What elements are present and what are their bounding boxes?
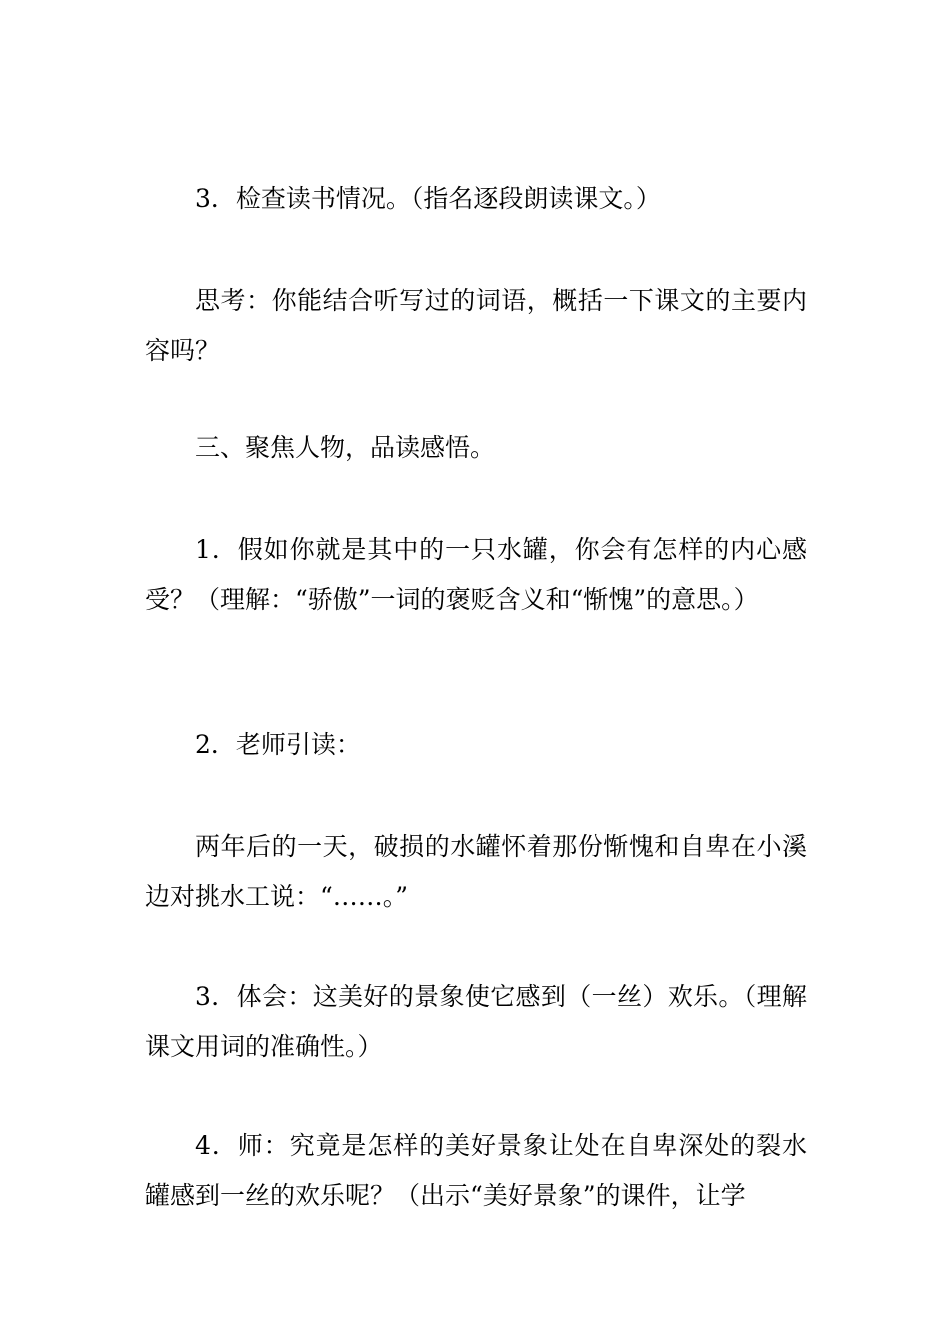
paragraph-check-reading: 3．检查读书情况。（指名逐段朗读课文。） xyxy=(195,184,661,213)
paragraph-water-jar-feelings: 1．假如你就是其中的一只水罐，你会有怎样的内心感受？（理解：“骄傲”一词的褒贬含义和“惭愧”的意思。） xyxy=(145,535,807,614)
section-heading-focus-characters: 三、聚焦人物，品读感悟。 xyxy=(195,433,496,462)
paragraph-teacher-guided-reading: 2．老师引读： xyxy=(195,730,361,759)
paragraph-think-question: 思考：你能结合听写过的词语，概括一下课文的主要内容吗？ xyxy=(145,286,807,365)
paragraph-two-years-later: 两年后的一天，破损的水罐怀着那份惭愧和自卑在小溪边对挑水工说：“……。” xyxy=(145,832,807,911)
paragraph-experience-joy: 3．体会：这美好的景象使它感到（一丝）欢乐。（理解课文用词的准确性。） xyxy=(145,982,807,1061)
paragraph-teacher-question: 4．师：究竟是怎样的美好景象让处在自卑深处的裂水罐感到一丝的欢乐呢？（出示“美好景象”的课件，让学 xyxy=(145,1131,807,1210)
